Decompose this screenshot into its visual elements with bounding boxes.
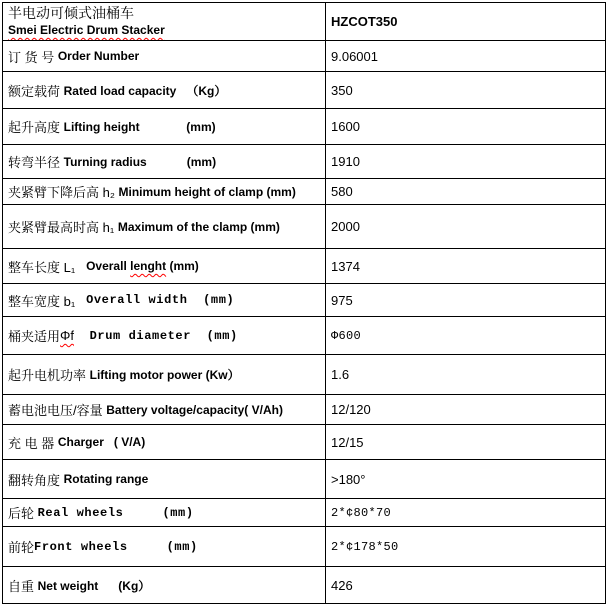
label-net-weight: 自重 Net weight (Kg） (3, 566, 325, 603)
model-number: HZCOT350 (331, 14, 398, 29)
value-order-number: 9.06001 (325, 40, 605, 71)
label-min-clamp-height: 夹紧臂下降后高 h₂ Minimum height of clamp (mm) (3, 178, 325, 204)
label-front-wheels: 前轮 Front wheels (mm) (3, 526, 325, 566)
product-title-zh: 半电动可倾式油桶车 (8, 5, 134, 21)
value-drum-diameter: Φ600 (325, 316, 605, 354)
value-turning-radius: 1910 (325, 144, 605, 178)
label-charger: 充 电 器 Charger ( V/A) (3, 424, 325, 459)
value-front-wheels: 2*¢178*50 (325, 526, 605, 566)
label-rotating-range: 翻转角度 Rotating range (3, 459, 325, 498)
value-min-clamp-height: 580 (325, 178, 605, 204)
value-charger: 12/15 (325, 424, 605, 459)
product-title-en: Smei Electric Drum Stacker (8, 23, 165, 37)
product-title-cell (3, 3, 325, 40)
value-overall-width: 975 (325, 283, 605, 316)
spec-table (2, 2, 606, 604)
value-rear-wheels: 2*¢80*70 (325, 498, 605, 526)
label-battery-voltage-capacity: 蓄电池电压/容量 Battery voltage/capacity( V/Ah) (3, 394, 325, 424)
label-rated-load-capacity: 额定载荷 Rated load capacity （Kg） (3, 71, 325, 108)
label-overall-length: 整车长度 L₁ Overall lenght (mm) (3, 248, 325, 283)
label-order-number: 订 货 号 Order Number (3, 40, 325, 71)
value-lifting-motor-power: 1.6 (325, 354, 605, 394)
label-lifting-motor-power: 起升电机功率 Lifting motor power (Kw） (3, 354, 325, 394)
label-max-clamp-height: 夹紧臂最高时高 h₁ Maximum of the clamp (mm) (3, 204, 325, 248)
label-lifting-height: 起升高度 Lifting height (mm) (3, 108, 325, 144)
label-rear-wheels: 后轮 Real wheels (mm) (3, 498, 325, 526)
label-drum-diameter: 桶夹适用 Φf Drum diameter (mm) (3, 316, 325, 354)
value-overall-length: 1374 (325, 248, 605, 283)
value-lifting-height: 1600 (325, 108, 605, 144)
value-rotating-range: >180° (325, 459, 605, 498)
model-cell (325, 3, 605, 40)
value-rated-load-capacity: 350 (325, 71, 605, 108)
label-overall-width: 整车宽度 b₁ Overall width (mm) (3, 283, 325, 316)
label-turning-radius: 转弯半径 Turning radius (mm) (3, 144, 325, 178)
value-battery-voltage-capacity: 12/120 (325, 394, 605, 424)
value-max-clamp-height: 2000 (325, 204, 605, 248)
value-net-weight: 426 (325, 566, 605, 603)
